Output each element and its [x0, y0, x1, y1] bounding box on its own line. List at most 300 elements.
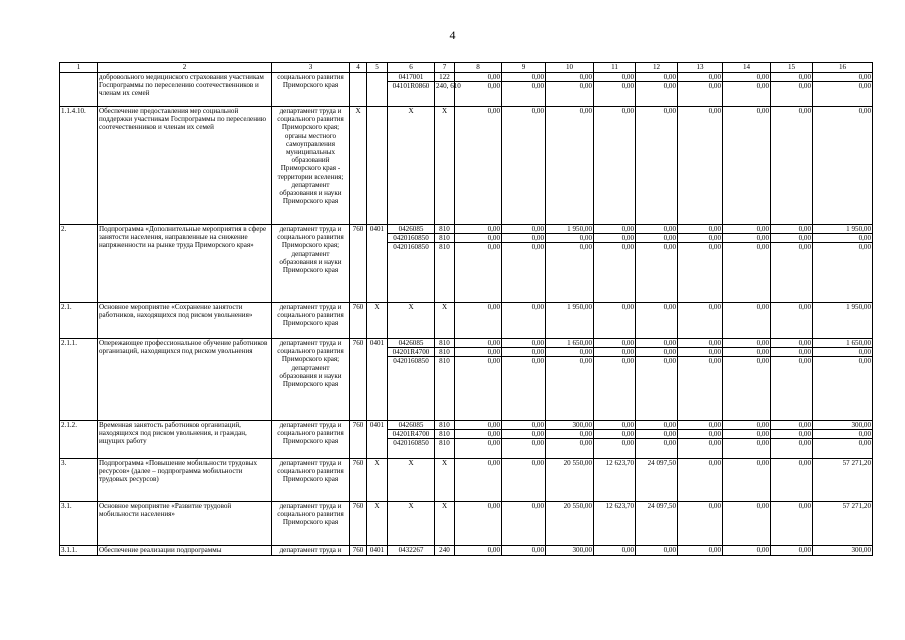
row-rzpr: 0401: [367, 421, 388, 459]
amount-value: 0,00: [813, 347, 872, 356]
row-responsible: департамент труда и: [272, 546, 350, 556]
amount-value: 0,00: [455, 356, 501, 365]
table-row: [60, 459, 873, 502]
amount-value: 0,00: [487, 502, 500, 510]
column-header-6: 6: [388, 63, 435, 73]
amount-value: 0,00: [663, 421, 676, 429]
vr-value: 810: [439, 225, 450, 233]
row-number: 3.1.1.: [60, 546, 98, 556]
row-amount-col-9: [502, 459, 546, 502]
csr-value: Х: [408, 107, 414, 115]
csr-value: Х: [408, 303, 414, 311]
csr-value: Х: [408, 459, 414, 467]
row-amount-col-12: [636, 546, 678, 556]
table-row: [60, 502, 873, 546]
row-amount-col-15: [771, 502, 813, 546]
column-header-2: 2: [98, 63, 272, 73]
row-number: 2.1.: [60, 303, 98, 339]
csr-value: 0426085: [398, 225, 424, 233]
amount-value: 0,00: [663, 546, 676, 554]
amount-value: 0,00: [546, 242, 593, 251]
amount-value: 0,00: [531, 73, 544, 81]
row-amount-col-12: [636, 225, 678, 303]
amount-value: 0,00: [798, 303, 811, 311]
amount-value: 1 950,00: [846, 225, 871, 233]
row-amount-col-8: [455, 303, 502, 339]
amount-value: 0,00: [594, 429, 635, 438]
vr-value: 810: [435, 429, 454, 438]
csr-value: 0420160850: [388, 233, 434, 242]
row-amount-col-13: [678, 73, 723, 107]
amount-value: 0,00: [708, 502, 721, 510]
amount-value: 0,00: [756, 459, 769, 467]
amount-value: 0,00: [756, 225, 769, 233]
amount-value: 0,00: [502, 356, 545, 365]
vr-value: Х: [441, 459, 448, 467]
vr-value: 240, 610: [436, 82, 461, 91]
row-vr: [435, 502, 455, 546]
row-amount-col-14: [723, 421, 771, 459]
column-header-1: 1: [60, 63, 98, 73]
column-header-9: 9: [502, 63, 546, 73]
row-amount-col-15: [771, 421, 813, 459]
row-csr: [388, 421, 435, 459]
amount-value: 0,00: [594, 81, 635, 90]
vr-value: 810: [435, 438, 454, 447]
amount-value: 0,00: [487, 303, 500, 311]
amount-value: 0,00: [594, 356, 635, 365]
row-rzpr: Х: [367, 502, 388, 546]
row-number: 2.1.2.: [60, 421, 98, 459]
row-amount-col-10: [546, 459, 594, 502]
amount-value: 0,00: [756, 107, 769, 115]
row-amount-col-13: [678, 421, 723, 459]
amount-value: 0,00: [798, 107, 811, 115]
amount-value: 1 650,00: [567, 339, 592, 347]
row-responsible: департамент труда и социального развития Приморского края; органы местного самоуправления муниципальных образований Приморского края - территории вселения; департамент образования и науки Приморского края: [272, 107, 350, 225]
amount-value: 0,00: [487, 459, 500, 467]
row-number: 2.: [60, 225, 98, 303]
row-amount-col-14: [723, 303, 771, 339]
amount-value: 300,00: [851, 546, 871, 554]
row-amount-col-12: [636, 73, 678, 107]
row-csr: [388, 225, 435, 303]
row-vr: [435, 546, 455, 556]
vr-value: 810: [435, 347, 454, 356]
row-amount-col-12: [636, 303, 678, 339]
amount-value: 0,00: [813, 438, 872, 447]
row-number: 1.1.4.10.: [60, 107, 98, 225]
amount-value: 0,00: [771, 347, 812, 356]
row-amount-col-13: [678, 303, 723, 339]
amount-value: 0,00: [531, 459, 544, 467]
csr-value: 0417001: [398, 73, 424, 81]
amount-value: 0,00: [594, 233, 635, 242]
amount-value: 0,00: [579, 73, 592, 81]
row-grbs: 760: [350, 546, 367, 556]
amount-value: 300,00: [572, 421, 592, 429]
row-rzpr: Х: [367, 459, 388, 502]
amount-value: 1 950,00: [567, 225, 592, 233]
amount-value: 0,00: [546, 233, 593, 242]
table-row: [60, 107, 873, 225]
amount-value: 0,00: [858, 73, 871, 81]
vr-value: 810: [435, 233, 454, 242]
csr-value: 0432267: [398, 546, 424, 554]
column-header-5: 5: [367, 63, 388, 73]
row-name: Подпрограмма «Дополнительные мероприятия в сфере занятости населения, направленные на снижение напряженности на рынке труда Приморского края»: [98, 225, 272, 303]
row-amount-col-15: [771, 225, 813, 303]
amount-value: 0,00: [636, 81, 677, 90]
table-row: [60, 546, 873, 556]
vr-value: 810: [439, 421, 450, 429]
row-amount-col-15: [771, 546, 813, 556]
amount-value: 0,00: [455, 233, 501, 242]
amount-value: 0,00: [487, 546, 500, 554]
row-name: добровольного медицинского страхования участникам Госпрограммы по переселению соотечественников и членам их семей: [98, 73, 272, 107]
row-amount-col-16: [813, 303, 873, 339]
amount-value: 0,00: [723, 242, 770, 251]
vr-value: 810: [435, 356, 454, 365]
column-header-7: 7: [435, 63, 455, 73]
vr-value: 810: [435, 242, 454, 251]
row-amount-col-16: [813, 73, 873, 107]
amount-value: 0,00: [636, 242, 677, 251]
row-number: 2.1.1.: [60, 339, 98, 421]
row-amount-col-9: [502, 73, 546, 107]
row-amount-col-16: [813, 421, 873, 459]
row-amount-col-15: [771, 107, 813, 225]
amount-value: 0,00: [636, 438, 677, 447]
amount-value: 0,00: [502, 233, 545, 242]
column-header-3: 3: [272, 63, 350, 73]
row-amount-col-13: [678, 546, 723, 556]
row-amount-col-9: [502, 225, 546, 303]
row-grbs: 760: [350, 225, 367, 303]
row-csr: [388, 303, 435, 339]
amount-value: 0,00: [798, 73, 811, 81]
amount-value: 0,00: [708, 225, 721, 233]
row-amount-col-11: [594, 421, 636, 459]
row-amount-col-11: [594, 339, 636, 421]
row-responsible: департамент труда и социального развития Приморского края: [272, 303, 350, 339]
row-amount-col-12: [636, 107, 678, 225]
row-amount-col-10: [546, 107, 594, 225]
column-header-11: 11: [594, 63, 636, 73]
row-csr: [388, 459, 435, 502]
column-header-16: 16: [813, 63, 873, 73]
amount-value: 0,00: [621, 73, 634, 81]
amount-value: 0,00: [678, 356, 722, 365]
amount-value: 1 950,00: [567, 303, 592, 311]
amount-value: 0,00: [487, 107, 500, 115]
amount-value: 0,00: [798, 502, 811, 510]
amount-value: 0,00: [594, 438, 635, 447]
amount-value: 0,00: [723, 429, 770, 438]
row-amount-col-16: [813, 546, 873, 556]
csr-value: 0420160850: [388, 242, 434, 251]
amount-value: 0,00: [531, 421, 544, 429]
amount-value: 0,00: [636, 356, 677, 365]
amount-value: 0,00: [531, 225, 544, 233]
amount-value: 0,00: [663, 73, 676, 81]
amount-value: 0,00: [708, 303, 721, 311]
amount-value: 0,00: [678, 81, 722, 90]
amount-value: 0,00: [663, 339, 676, 347]
amount-value: 0,00: [594, 347, 635, 356]
amount-value: 0,00: [678, 242, 722, 251]
column-header-4: 4: [350, 63, 367, 73]
row-amount-col-11: [594, 225, 636, 303]
row-amount-col-13: [678, 339, 723, 421]
row-amount-col-15: [771, 73, 813, 107]
table-row: [60, 421, 873, 459]
row-amount-col-16: [813, 225, 873, 303]
row-amount-col-11: [594, 73, 636, 107]
row-amount-col-14: [723, 546, 771, 556]
csr-value: 0420160850: [388, 356, 434, 365]
row-amount-col-12: [636, 339, 678, 421]
row-grbs: 760: [350, 459, 367, 502]
row-responsible: департамент труда и социального развития Приморского края: [272, 459, 350, 502]
row-vr: [435, 107, 455, 225]
row-amount-col-11: [594, 107, 636, 225]
amount-value: 0,00: [798, 421, 811, 429]
row-vr: [435, 225, 455, 303]
row-amount-col-8: [455, 339, 502, 421]
row-amount-col-14: [723, 73, 771, 107]
amount-value: 12 623,70: [605, 459, 634, 467]
amount-value: 0,00: [455, 242, 501, 251]
row-vr: [435, 73, 461, 107]
amount-value: 0,00: [531, 339, 544, 347]
amount-value: 0,00: [771, 233, 812, 242]
row-amount-col-10: [546, 502, 594, 546]
row-name: Основное мероприятие «Сохранение занятости работников, находящихся под риском увольнения»: [98, 303, 272, 339]
row-amount-col-11: [594, 459, 636, 502]
row-amount-col-15: [771, 303, 813, 339]
row-vr: [435, 421, 455, 459]
amount-value: 300,00: [572, 546, 592, 554]
csr-value: 04101R0860: [388, 81, 434, 90]
amount-value: 0,00: [813, 81, 872, 90]
amount-value: 0,00: [502, 347, 545, 356]
amount-value: 24 097,50: [647, 502, 676, 510]
amount-value: 0,00: [621, 225, 634, 233]
row-csr: [388, 546, 435, 556]
row-amount-col-11: [594, 546, 636, 556]
amount-value: 0,00: [621, 303, 634, 311]
row-rzpr: [367, 73, 388, 107]
amount-value: 0,00: [708, 73, 721, 81]
table-row: [60, 73, 873, 107]
amount-value: 0,00: [723, 81, 770, 90]
row-responsible: департамент труда и социального развития Приморского края: [272, 421, 350, 459]
amount-value: 0,00: [531, 546, 544, 554]
column-header-13: 13: [678, 63, 723, 73]
row-amount-col-14: [723, 107, 771, 225]
row-amount-col-10: [546, 339, 594, 421]
row-amount-col-13: [678, 225, 723, 303]
amount-value: 0,00: [487, 73, 500, 81]
row-amount-col-14: [723, 502, 771, 546]
row-amount-col-9: [502, 502, 546, 546]
row-amount-col-9: [502, 107, 546, 225]
row-amount-col-10: [546, 73, 594, 107]
amount-value: 0,00: [579, 107, 592, 115]
column-header-10: 10: [546, 63, 594, 73]
row-amount-col-16: [813, 459, 873, 502]
row-csr: [388, 73, 435, 107]
amount-value: 0,00: [636, 429, 677, 438]
row-amount-col-12: [636, 459, 678, 502]
amount-value: 0,00: [502, 429, 545, 438]
amount-value: 0,00: [455, 81, 501, 90]
row-amount-col-9: [502, 339, 546, 421]
amount-value: 0,00: [546, 438, 593, 447]
row-amount-col-9: [502, 546, 546, 556]
row-vr: [435, 459, 455, 502]
amount-value: 0,00: [708, 107, 721, 115]
csr-value: Х: [408, 502, 414, 510]
amount-value: 0,00: [546, 347, 593, 356]
csr-value: 0426085: [398, 421, 424, 429]
table-row: [60, 303, 873, 339]
row-csr: [388, 107, 435, 225]
amount-value: 0,00: [487, 339, 500, 347]
amount-value: 0,00: [756, 546, 769, 554]
amount-value: 0,00: [455, 429, 501, 438]
amount-value: 0,00: [678, 429, 722, 438]
amount-value: 0,00: [723, 233, 770, 242]
row-csr: [388, 502, 435, 546]
amount-value: 0,00: [723, 356, 770, 365]
column-header-14: 14: [723, 63, 771, 73]
amount-value: 0,00: [813, 242, 872, 251]
amount-value: 0,00: [594, 242, 635, 251]
amount-value: 0,00: [771, 429, 812, 438]
amount-value: 0,00: [546, 356, 593, 365]
row-csr: [388, 339, 435, 421]
vr-value: 240: [439, 546, 450, 554]
budget-table: [59, 62, 873, 556]
amount-value: 0,00: [798, 339, 811, 347]
amount-value: 20 550,00: [563, 459, 592, 467]
amount-value: 24 097,50: [647, 459, 676, 467]
amount-value: 0,00: [756, 339, 769, 347]
amount-value: 300,00: [851, 421, 871, 429]
row-amount-col-16: [813, 339, 873, 421]
amount-value: 0,00: [678, 233, 722, 242]
row-rzpr: Х: [367, 303, 388, 339]
row-amount-col-15: [771, 459, 813, 502]
amount-value: 0,00: [771, 356, 812, 365]
amount-value: 0,00: [771, 81, 812, 90]
vr-value: Х: [441, 107, 448, 115]
amount-value: 0,00: [531, 502, 544, 510]
row-amount-col-9: [502, 303, 546, 339]
amount-value: 0,00: [723, 347, 770, 356]
csr-value: 04201R4700: [388, 429, 434, 438]
row-responsible: департамент труда и социального развития Приморского края; департамент образования и науки Приморского края: [272, 225, 350, 303]
amount-value: 0,00: [723, 438, 770, 447]
amount-value: 0,00: [756, 73, 769, 81]
amount-value: 0,00: [771, 438, 812, 447]
csr-value: 0420160850: [388, 438, 434, 447]
vr-value: Х: [441, 303, 448, 311]
row-amount-col-11: [594, 502, 636, 546]
row-amount-col-12: [636, 502, 678, 546]
row-amount-col-10: [546, 303, 594, 339]
row-name: Опережающее профессиональное обучение работников организаций, находящихся под риском увольнения: [98, 339, 272, 421]
row-amount-col-8: [455, 73, 502, 107]
row-amount-col-9: [502, 421, 546, 459]
row-amount-col-8: [455, 421, 502, 459]
amount-value: 0,00: [636, 347, 677, 356]
amount-value: 57 271,20: [842, 459, 871, 467]
row-grbs: 760: [350, 502, 367, 546]
amount-value: 12 623,70: [605, 502, 634, 510]
amount-value: 0,00: [756, 421, 769, 429]
amount-value: 0,00: [621, 339, 634, 347]
row-grbs: 760: [350, 421, 367, 459]
amount-value: 0,00: [798, 225, 811, 233]
amount-value: 0,00: [678, 347, 722, 356]
amount-value: 57 271,20: [842, 502, 871, 510]
row-rzpr: [367, 107, 388, 225]
row-amount-col-13: [678, 107, 723, 225]
vr-value: 810: [439, 339, 450, 347]
row-amount-col-13: [678, 459, 723, 502]
row-name: Временная занятость работников организаций, находящихся под риском увольнения, и граждан, ищущих работу: [98, 421, 272, 459]
row-number: 3.: [60, 459, 98, 502]
amount-value: 0,00: [621, 421, 634, 429]
amount-value: 0,00: [487, 225, 500, 233]
amount-value: 20 550,00: [563, 502, 592, 510]
amount-value: 0,00: [708, 459, 721, 467]
amount-value: 0,00: [798, 546, 811, 554]
column-header-8: 8: [455, 63, 502, 73]
row-amount-col-14: [723, 225, 771, 303]
row-amount-col-8: [455, 502, 502, 546]
row-amount-col-14: [723, 339, 771, 421]
amount-value: 0,00: [813, 356, 872, 365]
row-amount-col-8: [455, 546, 502, 556]
row-name: Обеспечение предоставления мер социальной поддержки участникам Госпрограммы по переселению соотечественников и членам их семей: [98, 107, 272, 225]
page-number: 4: [449, 28, 456, 42]
row-amount-col-8: [455, 107, 502, 225]
column-header-row: [60, 63, 873, 73]
amount-value: 0,00: [502, 81, 545, 90]
row-vr: [435, 339, 455, 421]
row-grbs: 760: [350, 303, 367, 339]
amount-value: 0,00: [858, 107, 871, 115]
row-number: 3.1.: [60, 502, 98, 546]
row-responsible: департамент труда и социального развития Приморского края: [272, 502, 350, 546]
amount-value: 0,00: [531, 107, 544, 115]
row-grbs: [350, 73, 367, 107]
row-amount-col-10: [546, 421, 594, 459]
amount-value: 0,00: [502, 242, 545, 251]
row-rzpr: 0401: [367, 339, 388, 421]
amount-value: 0,00: [813, 233, 872, 242]
amount-value: 0,00: [546, 429, 593, 438]
amount-value: 0,00: [663, 303, 676, 311]
row-rzpr: 0401: [367, 225, 388, 303]
amount-value: 0,00: [455, 347, 501, 356]
amount-value: 0,00: [756, 502, 769, 510]
amount-value: 1 950,00: [846, 303, 871, 311]
